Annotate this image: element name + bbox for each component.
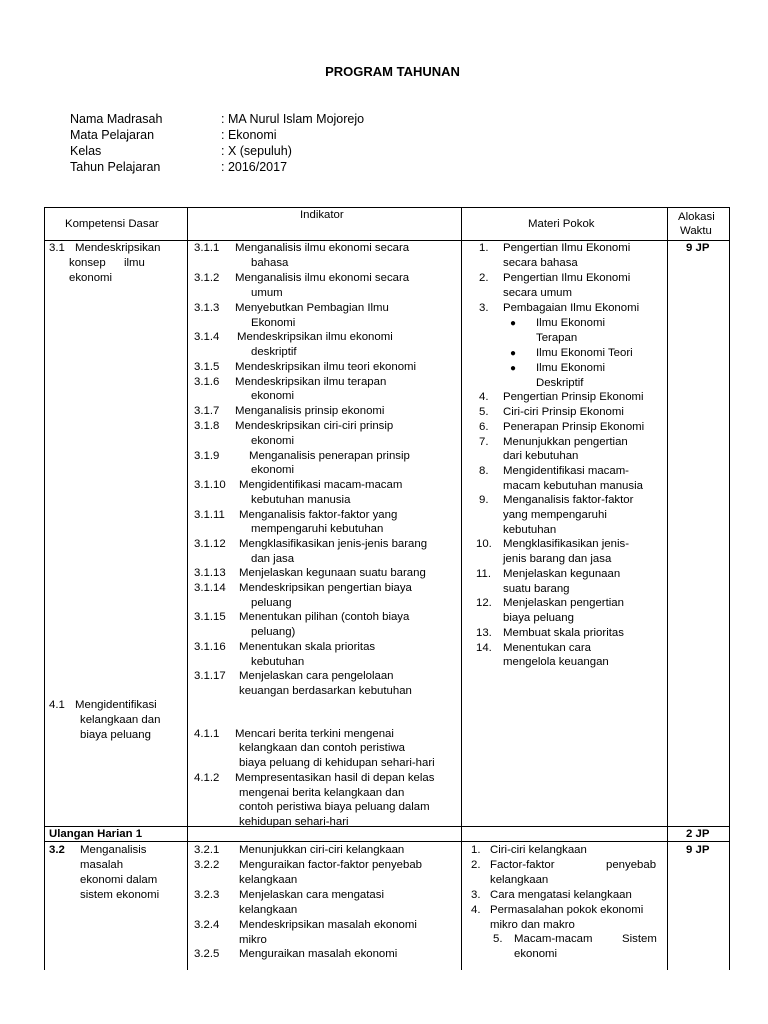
indikator-text: kebutuhan: [251, 656, 305, 668]
header-kompetensi-dasar: Kompetensi Dasar: [65, 218, 159, 230]
materi-text: suatu barang: [503, 583, 570, 595]
materi-text: penyebab: [606, 859, 657, 871]
materi-text: Menjelaskan pengertian: [503, 597, 624, 609]
ulangan-label: Ulangan Harian 1: [49, 828, 143, 840]
info-label: Nama Madrasah: [70, 112, 163, 126]
indikator-text: kelangkaan: [239, 874, 298, 886]
materi-number: 7.: [479, 436, 489, 448]
indikator-text: Mendeskripsikan masalah ekonomi: [239, 919, 417, 931]
materi-number: 13.: [476, 627, 492, 639]
materi-number: 4.: [471, 904, 481, 916]
indikator-number: 3.2.2: [194, 859, 220, 871]
materi-number: 14.: [476, 642, 492, 654]
materi-subitem: Deskriptif: [536, 377, 584, 389]
bullet-icon: ●: [510, 318, 517, 329]
info-label: Tahun Pelajaran: [70, 160, 161, 174]
materi-text: Menunjukkan pengertian: [503, 436, 628, 448]
indikator-text: ekonomi: [251, 464, 295, 476]
indikator-text: Menunjukkan ciri-ciri kelangkaan: [239, 844, 405, 856]
indikator-text: mengenai berita kelangkaan dan: [239, 787, 405, 799]
indikator-number: 3.1.14: [194, 582, 226, 594]
indikator-text: Ekonomi: [251, 317, 296, 329]
kd-number: 4.1: [49, 699, 65, 711]
materi-number: 1.: [471, 844, 481, 856]
kd-number: 3.1: [49, 242, 65, 254]
kd-text: ekonomi dalam: [80, 874, 158, 886]
indikator-number: 3.1.8: [194, 420, 220, 432]
header-materi-pokok: Materi Pokok: [528, 218, 595, 230]
indikator-number: 3.2.1: [194, 844, 220, 856]
materi-text: Penerapan Prinsip Ekonomi: [503, 421, 645, 433]
indikator-text: contoh peristiwa biaya peluang dalam: [239, 801, 430, 813]
indikator-text: Menguraikan masalah ekonomi: [239, 948, 398, 960]
materi-text: Membuat skala prioritas: [503, 627, 624, 639]
materi-number: 3.: [479, 302, 489, 314]
materi-text: secara umum: [503, 287, 573, 299]
indikator-text: Mendeskripsikan ilmu teori ekonomi: [235, 361, 417, 373]
indikator-text: Menyebutkan Pembagian Ilmu: [235, 302, 389, 314]
materi-number: 2.: [479, 272, 489, 284]
materi-text: dari kebutuhan: [503, 450, 579, 462]
indikator-text: Mendeskripsikan pengertian biaya: [239, 582, 412, 594]
info-label: Kelas: [70, 144, 102, 158]
materi-subitem: Terapan: [536, 332, 578, 344]
indikator-text: Mempresentasikan hasil di depan kelas: [235, 772, 435, 784]
indikator-text: ekonomi: [251, 390, 295, 402]
info-value: : MA Nurul Islam Mojorejo: [221, 112, 365, 126]
kd-text: Menganalisis: [80, 844, 147, 856]
indikator-number: 3.2.4: [194, 919, 220, 931]
indikator-number: 3.1.11: [194, 509, 225, 521]
kd-text: ekonomi: [69, 272, 113, 284]
materi-number: 2.: [471, 859, 481, 871]
info-value: : X (sepuluh): [221, 144, 292, 158]
materi-text: Mengklasifikasikan jenis-: [503, 538, 629, 550]
indikator-number: 3.1.16: [194, 641, 226, 653]
info-value: : Ekonomi: [221, 128, 277, 142]
materi-number: 10.: [476, 538, 492, 550]
materi-subitem: Ilmu Ekonomi: [536, 362, 606, 374]
indikator-text: keuangan berdasarkan kebutuhan: [239, 685, 412, 697]
materi-text: yang mempengaruhi: [503, 509, 607, 521]
indikator-number: 3.1.12: [194, 538, 226, 550]
materi-text: kelangkaan: [490, 874, 549, 886]
kd-text: Mengidentifikasi: [75, 699, 157, 711]
materi-text: ekonomi: [514, 948, 558, 960]
header-waktu: Waktu: [680, 225, 712, 237]
indikator-number: 4.1.2: [194, 772, 220, 784]
materi-text: macam kebutuhan manusia: [503, 480, 643, 492]
materi-text: secara bahasa: [503, 257, 578, 269]
materi-text: Pengertian Prinsip Ekonomi: [503, 391, 644, 403]
indikator-number: 3.1.13: [194, 567, 226, 579]
indikator-text: Menganalisis faktor-faktor yang: [239, 509, 398, 521]
indikator-number: 3.1.7: [194, 405, 220, 417]
indikator-text: kelangkaan dan contoh peristiwa: [239, 742, 405, 754]
materi-text: kebutuhan: [503, 524, 557, 536]
indikator-number: 3.1.2: [194, 272, 220, 284]
table-row-divider: [44, 841, 730, 842]
indikator-text: Menentukan pilihan (contoh biaya: [239, 611, 410, 623]
kd-text: kelangkaan dan: [80, 714, 161, 726]
indikator-text: Menjelaskan cara pengelolaan: [239, 670, 394, 682]
indikator-text: Menganalisis ilmu ekonomi secara: [235, 242, 410, 254]
materi-text: Mengidentifikasi macam-: [503, 465, 629, 477]
materi-number: 3.: [471, 889, 481, 901]
alokasi-value: 9 JP: [686, 844, 710, 856]
kd-number: 3.2: [49, 844, 65, 856]
indikator-number: 4.1.1: [194, 728, 220, 740]
kd-text: sistem ekonomi: [80, 889, 160, 901]
indikator-text: peluang: [251, 597, 292, 609]
indikator-text: deskriptif: [251, 346, 297, 358]
materi-subitem: Ilmu Ekonomi: [536, 317, 606, 329]
indikator-number: 3.1.10: [194, 479, 226, 491]
indikator-text: peluang): [251, 626, 296, 638]
materi-text: mengelola keuangan: [503, 656, 609, 668]
materi-text: Permasalahan pokok ekonomi: [490, 904, 644, 916]
materi-text: Ciri-ciri Prinsip Ekonomi: [503, 406, 624, 418]
kd-text: ilmu: [124, 257, 145, 269]
materi-subitem: Ilmu Ekonomi Teori: [536, 347, 633, 359]
bullet-icon: ●: [510, 363, 517, 374]
materi-text: Menentukan cara: [503, 642, 592, 654]
indikator-text: mempengaruhi kebutuhan: [251, 523, 384, 535]
indikator-number: 3.1.6: [194, 376, 220, 388]
table-border-left: [44, 207, 45, 970]
bullet-icon: ●: [510, 348, 517, 359]
indikator-text: Mengklasifikasikan jenis-jenis barang: [239, 538, 428, 550]
materi-text: Cara mengatasi kelangkaan: [490, 889, 632, 901]
table-column-divider: [187, 207, 188, 970]
indikator-text: Menjelaskan kegunaan suatu barang: [239, 567, 426, 579]
materi-number: 5.: [493, 933, 503, 945]
indikator-text: Menganalisis prinsip ekonomi: [235, 405, 385, 417]
materi-text: Menjelaskan kegunaan: [503, 568, 621, 580]
indikator-text: biaya peluang di kehidupan sehari-hari: [239, 757, 435, 769]
indikator-number: 3.1.5: [194, 361, 220, 373]
indikator-text: kebutuhan manusia: [251, 494, 351, 506]
kd-text: masalah: [80, 859, 124, 871]
indikator-text: Mendeskripsikan ilmu ekonomi: [237, 331, 393, 343]
indikator-number: 3.2.5: [194, 948, 220, 960]
header-alokasi: Alokasi: [678, 211, 715, 223]
indikator-text: bahasa: [251, 257, 289, 269]
materi-text: biaya peluang: [503, 612, 574, 624]
indikator-number: 3.1.3: [194, 302, 220, 314]
materi-text: Ciri-ciri kelangkaan: [490, 844, 587, 856]
alokasi-value: 2 JP: [686, 828, 710, 840]
info-value: : 2016/2017: [221, 160, 288, 174]
materi-number: 12.: [476, 597, 492, 609]
materi-text: mikro dan makro: [490, 919, 575, 931]
indikator-text: Mengidentifikasi macam-macam: [239, 479, 403, 491]
table-column-divider: [461, 207, 462, 970]
materi-text: Pengertian Ilmu Ekonomi: [503, 242, 631, 254]
page-title: PROGRAM TAHUNAN: [325, 64, 460, 79]
indikator-text: kehidupan sehari-hari: [239, 816, 349, 828]
indikator-text: Menjelaskan cara mengatasi: [239, 889, 384, 901]
indikator-number: 3.1.4: [194, 331, 220, 343]
materi-text: Sistem: [622, 933, 657, 945]
materi-text: Factor-faktor: [490, 859, 555, 871]
indikator-number: 3.1.17: [194, 670, 226, 682]
materi-number: 9.: [479, 494, 489, 506]
indikator-text: kelangkaan: [239, 904, 298, 916]
table-border-top: [44, 207, 730, 208]
indikator-text: mikro: [239, 934, 267, 946]
materi-number: 4.: [479, 391, 489, 403]
info-label: Mata Pelajaran: [70, 128, 155, 142]
materi-text: Menganalisis faktor-faktor: [503, 494, 634, 506]
table-border-right: [729, 207, 730, 970]
indikator-text: Mencari berita terkini mengenai: [235, 728, 394, 740]
table-column-divider: [667, 207, 668, 970]
header-indikator: Indikator: [300, 209, 344, 221]
indikator-text: Menganalisis ilmu ekonomi secara: [235, 272, 410, 284]
kd-text: Mendeskripsikan: [75, 242, 161, 254]
table-row-divider: [44, 826, 730, 827]
materi-number: 8.: [479, 465, 489, 477]
materi-number: 5.: [479, 406, 489, 418]
materi-text: Pembagaian Ilmu Ekonomi: [503, 302, 640, 314]
materi-text: Pengertian Ilmu Ekonomi: [503, 272, 631, 284]
indikator-number: 3.1.1: [194, 242, 220, 254]
materi-text: jenis barang dan jasa: [503, 553, 612, 565]
kd-text: biaya peluang: [80, 729, 151, 741]
materi-number: 1.: [479, 242, 489, 254]
indikator-text: Menentukan skala prioritas: [239, 641, 376, 653]
indikator-text: umum: [251, 287, 283, 299]
materi-number: 11.: [476, 568, 491, 580]
materi-text: Macam-macam: [514, 933, 593, 945]
materi-number: 6.: [479, 421, 489, 433]
indikator-text: Mendeskripsikan ciri-ciri prinsip: [235, 420, 394, 432]
indikator-text: ekonomi: [251, 435, 295, 447]
indikator-number: 3.1.15: [194, 611, 226, 623]
indikator-text: dan jasa: [251, 553, 295, 565]
indikator-number: 3.2.3: [194, 889, 220, 901]
indikator-text: Menguraikan factor-faktor penyebab: [239, 859, 422, 871]
alokasi-value: 9 JP: [686, 242, 710, 254]
indikator-text: Menganalisis penerapan prinsip: [249, 450, 410, 462]
indikator-text: Mendeskripsikan ilmu terapan: [235, 376, 387, 388]
indikator-number: 3.1.9: [194, 450, 220, 462]
kd-text: konsep: [69, 257, 106, 269]
